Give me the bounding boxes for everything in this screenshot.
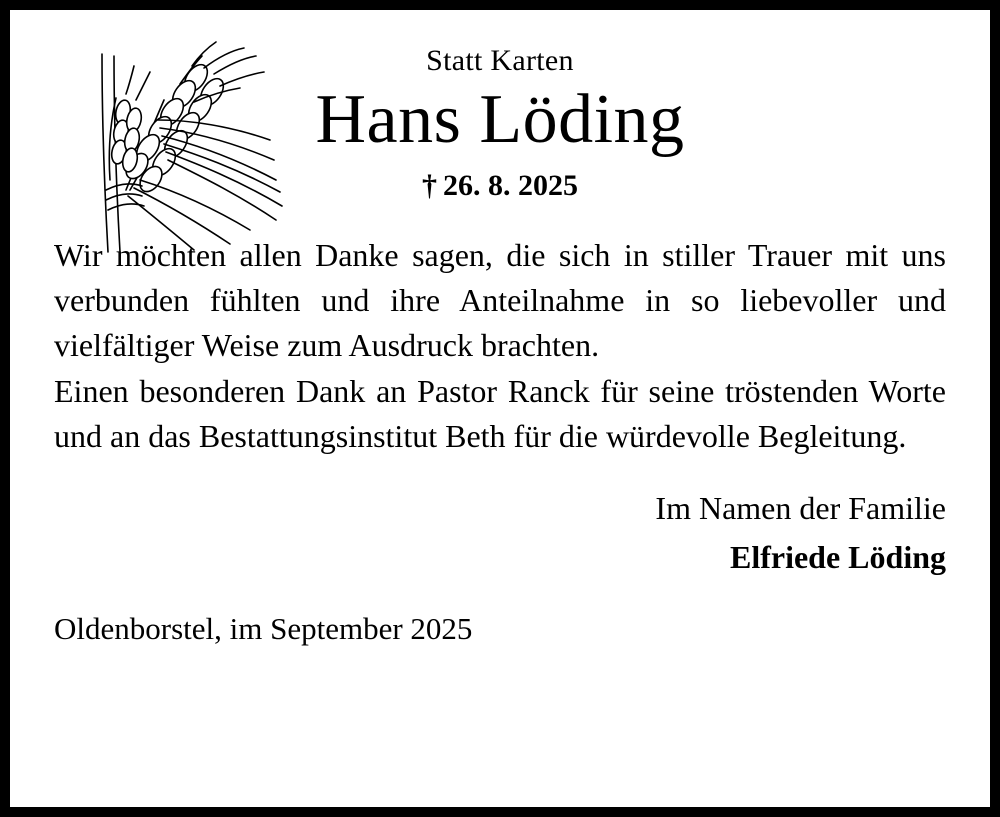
- deceased-name: Hans Löding: [315, 81, 685, 158]
- closing-line: Im Namen der Familie: [655, 489, 946, 526]
- death-date: 26. 8. 2025: [443, 168, 578, 202]
- obituary-card: [10, 10, 990, 807]
- heading-statt-karten: Statt Karten: [426, 44, 574, 77]
- closing-block: [54, 486, 946, 581]
- paragraph-2: Einen besonderen Dank an Pastor Ranck für seine tröstenden Worte und an das Bestattungsinstitut Beth für die würdevolle Begleitung.: [54, 372, 946, 455]
- thank-you-text: [54, 233, 946, 460]
- family-signature: Elfriede Löding: [729, 539, 946, 576]
- paragraph-1: Wir möchten allen Danke sagen, die sich in stiller Trauer mit uns verbunden fühlten und ihre Anteilnahme in so liebevoller und vielfältiger Weise zum Ausdruck brachten.: [54, 236, 946, 364]
- place-and-date: Oldenborstel, im September 2025: [54, 610, 473, 646]
- death-date-line: [54, 169, 946, 203]
- cross-icon: †: [422, 168, 437, 202]
